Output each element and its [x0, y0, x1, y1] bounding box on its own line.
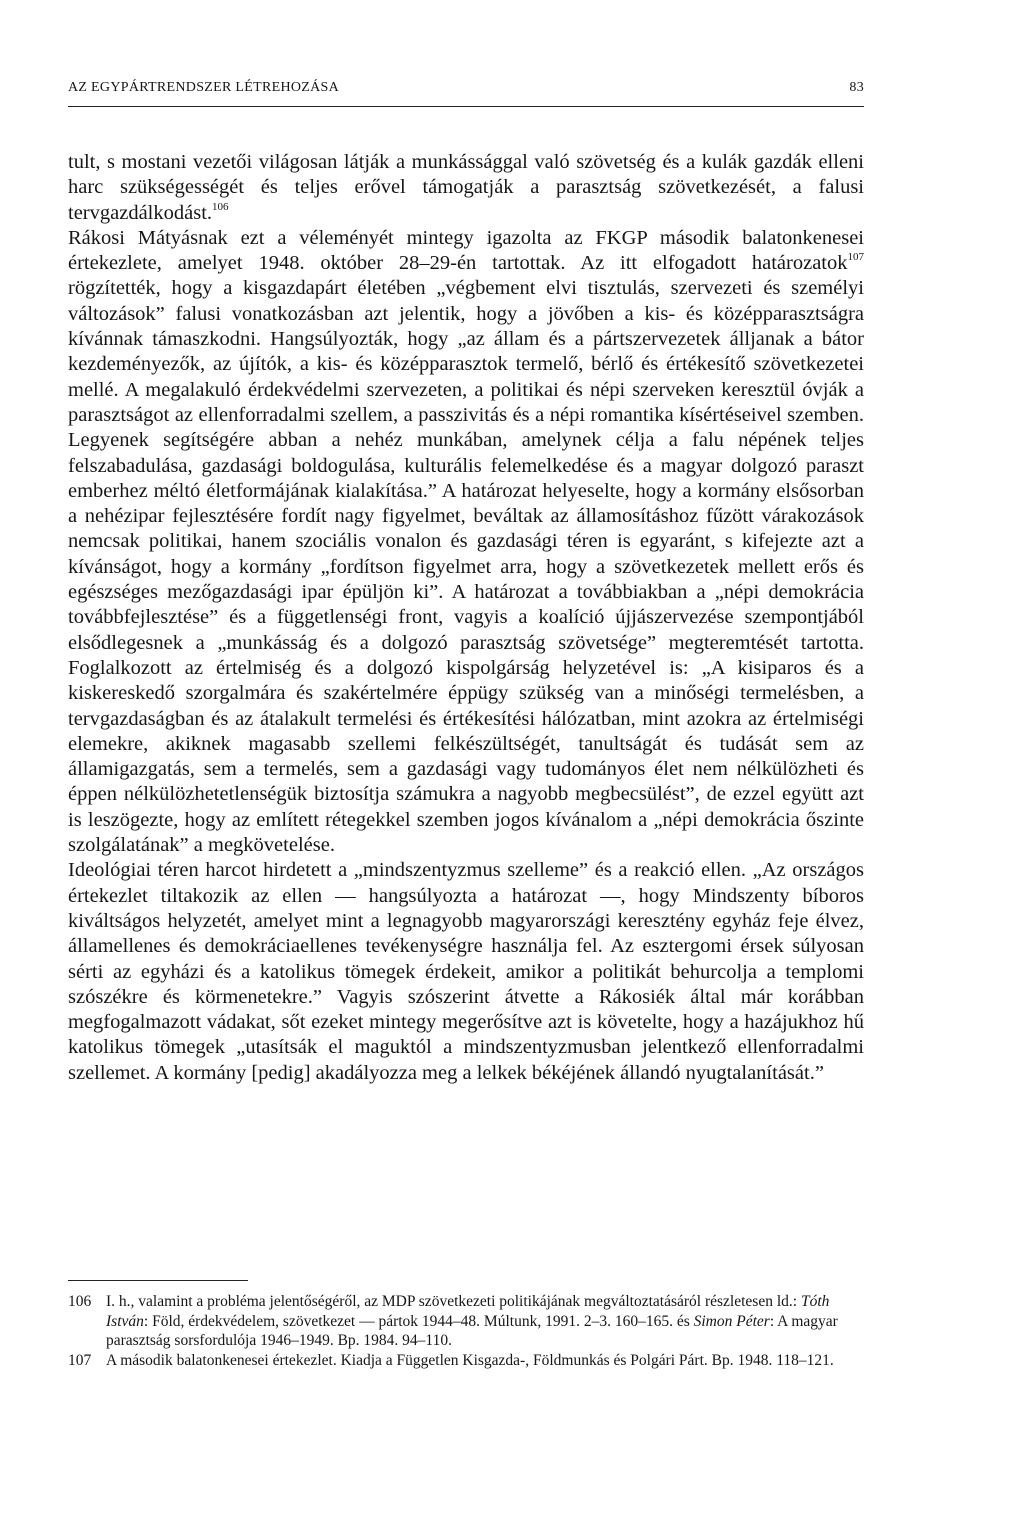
- paragraph-1-text: tult, s mostani vezetői világosan látják a munkássággal való szövetség és a kulák gazdák elleni harc szükségességét és teljes erővel támogatják a parasztság szövetkezését, a falusi tervgazdálkodást.: [68, 151, 864, 224]
- footnote-author: Simon Péter: [693, 1312, 770, 1330]
- footnote-106: [68, 1292, 864, 1351]
- page-number: 83: [849, 80, 864, 95]
- footnotes: [68, 1292, 864, 1370]
- footnote-text: : Föld, érdekvédelem, szövetkezet — pártok 1944–48. Múltunk, 1991. 2–3. 160–165. és: [143, 1312, 694, 1330]
- running-title: AZ EGYPÁRTRENDSZER LÉTREHOZÁSA: [68, 80, 340, 95]
- footnote-number: 106: [68, 1293, 92, 1310]
- footnote-107: [68, 1351, 864, 1371]
- footnote-text: A második balatonkenesei értekezlet. Kiadja a Független Kisgazda-, Földmunkás és Polgári Párt. Bp. 1948. 118–121.: [106, 1351, 834, 1369]
- footnote-author: Tóth István: [106, 1293, 830, 1330]
- paragraph-2-text-a: Rákosi Mátyásnak ezt a véleményét mintegy igazolta az FKGP második balatonkenesei értekezlete, amelyet 1948. október 28–29-én tartottak. Az itt elfogadott határozatok: [68, 226, 864, 275]
- footnote-ref-107: 107: [847, 251, 864, 264]
- footnote-text: : A magyar parasztság sorsfordulója 1946–1949. Bp. 1984. 94–110.: [106, 1312, 838, 1350]
- footnote-ref-106: 106: [212, 200, 229, 213]
- footnote-text: I. h., valamint a probléma jelentőségéről, az MDP szövetkezeti politikájának megváltoztatásáról részletesen ld.:: [106, 1293, 801, 1310]
- footnote-number: 107: [68, 1351, 92, 1369]
- paragraph-2-text-b: rögzítették, hogy a kisgazdapárt életében „végbement elvi tisztulás, szervezeti és személyi változások” falusi vonatkozásban azt jelentik, hogy a jövőben a kis- és középparasztságra kívánnak támaszkodni. Hangsúlyozták, hogy „az állam és a pártszervezetek álljanak a bátor kezdeményezők, az újítók, a kis- és középparasztok termelő, bérlő és értékesítő szövetkezetei mellé. A megalakuló érdekvédelmi szervezeten, a politikai és népi szerveken keresztül óvják a parasztságot az ellenforradalmi szellem, a passzivitás és a népi romantika kísértéseivel szemben. Legyenek segítségére abban a nehéz munkában, amelynek célja a falu népének teljes felszabadulása, gazdasági boldogulása, kulturális felemelkedése és a magyar dolgozó paraszt emberhez méltó életformájának kialakítása.” A határozat helyeselte, hogy a kormány elsősorban a nehézipar fejlesztésére fordít nagy figyelmet, beváltak az államosításhoz fűzött várakozások nemcsak politikai, hanem szociális vonalon és gazdasági téren is egyaránt, s kifejezte azt a kívánságot, hogy a kormány „fordítson figyelmet arra, hogy a szövetkezetek mellett erős és egészséges mezőgazdasági ipar épüljön ki”. A határozat a továbbiakban a „népi demokrácia továbbfejlesztése” és a függetlenségi front, vagyis a koalíció újjászervezése szempontjából elsődlegesnek a „munkásság és a dolgozó parasztság szövetsége” megteremtését tartotta. Foglalkozott az értelmiség és a dolgozó kispolgárság helyzetével is: „A kisiparos és a kiskereskedő szorgalmára és szakértelmére éppügy szükség van a minőségi termelésben, a tervgazdaságban és az átalakult termelési és értékesítési hálózatban, mint azokra az értelmiségi elemekre, akiknek magasabb szellemi felkészültségét, tanultságát és tudását sem az államigazgatás, sem a termelés, sem a gazdasági vagy tudományos élet nem nélkülözheti és éppen nélkülözhetetlenségük biztosítja számukra a nagyobb megbecsülést”, de ezzel együtt azt is leszögezte, hogy az említett rétegekkel szemben jogos kívánalom a „népi demokrácia őszinte szolgálatának” a megkövetelése.: [68, 277, 864, 857]
- footnote-rule: [68, 1280, 248, 1281]
- paragraph-1: [68, 150, 864, 226]
- header-rule: [68, 106, 864, 107]
- paragraph-2: [68, 226, 864, 858]
- main-text: [68, 150, 864, 1086]
- paragraph-3-text: Ideológiai téren harcot hirdetett a „mindszentyzmus szelleme” és a reakció ellen. „Az országos értekezlet tiltakozik az ellen — hangsúlyozta a határozat —, hogy Mindszenty bíboros kiváltságos helyzetét, amelyet mint a legnagyobb magyarországi keresztény egyház feje élvez, államellenes és demokráciaellenes tevékenységre használja fel. Az esztergomi érsek súlyosan sérti az egyházi és a katolikus tömegek érdekeit, amikor a politikát behurcolja a templomi szószékre és körmenetekre.” Vagyis szószerint átvette a Rákosiék által már korábban megfogalmazott vádakat, sőt ezeket mintegy megerősítve azt is követelte, hogy a hazájukhoz hű katolikus tömegek „utasítsák el maguktól a mindszentyzmusban jelentkező ellenforradalmi szellemet. A kormány [pedig] akadályozza meg a lelkek békéjének állandó nyugtalanítását.”: [68, 859, 864, 1084]
- paragraph-3: [68, 858, 864, 1086]
- running-header: [68, 80, 864, 100]
